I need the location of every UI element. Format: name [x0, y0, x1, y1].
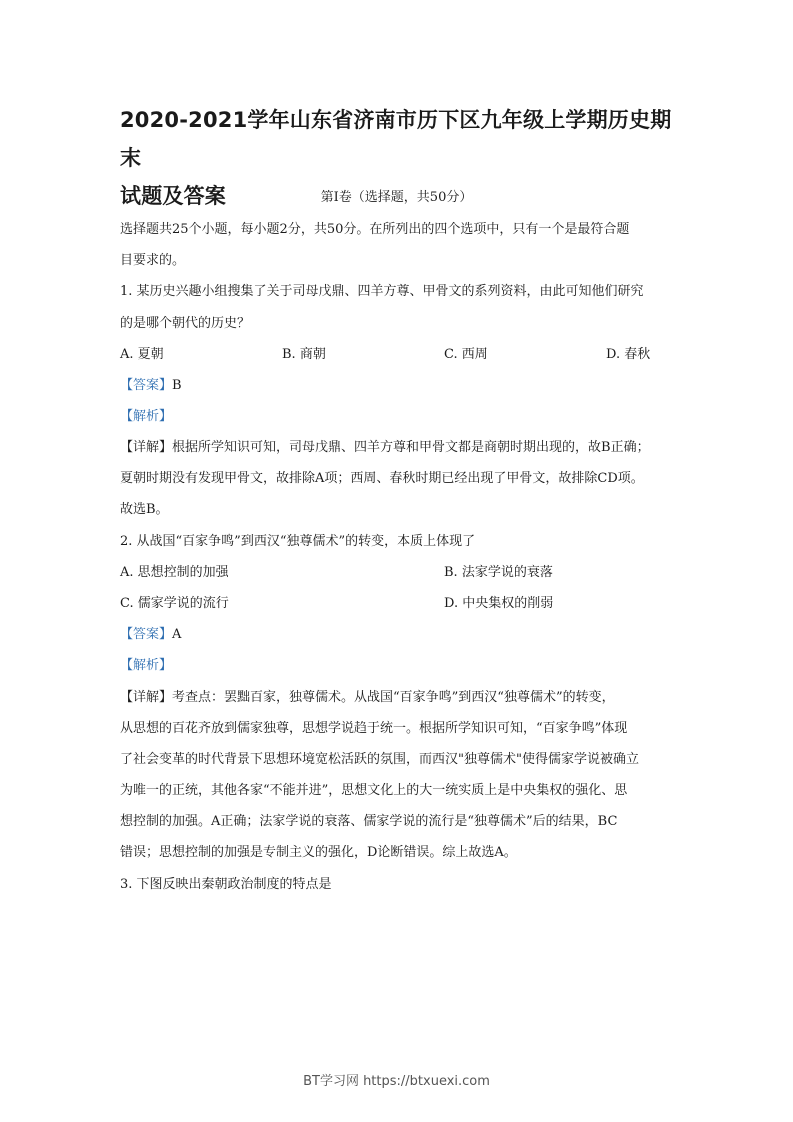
- instructions-line-1: 选择题共25个小题，每小题2分，共50分。在所列出的四个选项中，只有一个是最符合题: [120, 222, 630, 237]
- q2-option-d: D. 中央集权的削弱: [444, 596, 554, 611]
- q1-detail-line-1: [120, 436, 650, 455]
- detail-text: 考查点：罢黜百家，独尊儒术。从战国“百家争鸣”到西汉“独尊儒术”的转变，: [172, 690, 615, 705]
- q2-analysis: [120, 654, 172, 673]
- analysis-tag: 【解析】: [120, 658, 173, 673]
- q1-detail-line-2: 夏朝时期没有发现甲骨文，故排除A项；西周、春秋时期已经出现了甲骨文，故排除CD项。: [120, 471, 644, 486]
- analysis-tag: 【解析】: [120, 409, 173, 424]
- q1-stem-line-1: 1. 某历史兴趣小组搜集了关于司母戊鼎、四羊方尊、甲骨文的系列资料，由此可知他们研究: [120, 284, 644, 299]
- answer-tag: 【答案】: [120, 627, 173, 642]
- title-line-2: 试题及答案: [120, 184, 226, 208]
- q2-option-c: C. 儒家学说的流行: [120, 596, 229, 611]
- detail-text: 根据所学知识可知，司母戊鼎、四羊方尊和甲骨文都是商朝时期出现的，故B正确；: [172, 440, 650, 455]
- q2-option-a: A. 思想控制的加强: [120, 565, 229, 580]
- q2-detail-line-3: 了社会变革的时代背景下思想环境宽松活跃的氛围，而西汉"独尊儒术"使得儒家学说被确立: [120, 752, 639, 767]
- detail-tag: 【详解】: [120, 440, 173, 455]
- q1-option-d: D. 春秋: [606, 347, 651, 362]
- answer-value: A: [172, 627, 182, 642]
- q2-answer: [120, 623, 181, 642]
- detail-tag: 【详解】: [120, 690, 173, 705]
- q1-answer: [120, 374, 182, 393]
- q2-detail-line-5: 想控制的加强。A正确；法家学说的衰落、儒家学说的流行是“独尊儒术”后的结果，BC: [120, 814, 618, 829]
- q3-stem-line-1: 3. 下图反映出秦朝政治制度的特点是: [120, 877, 332, 892]
- title-line-1: 2020-2021学年山东省济南市历下区九年级上学期历史期末: [120, 108, 672, 170]
- q2-option-b: B. 法家学说的衰落: [444, 565, 553, 580]
- q2-detail-line-4: 为唯一的正统，其他各家“不能并进”，思想文化上的大一统实质上是中央集权的强化、思: [120, 783, 628, 798]
- q2-detail-line-6: 错误；思想控制的加强是专制主义的强化，D论断错误。综上故选A。: [120, 845, 517, 860]
- q1-option-a: A. 夏朝: [120, 347, 164, 362]
- q2-detail-line-2: 从思想的百花齐放到儒家独尊，思想学说趋于统一。根据所学知识可知，“百家争鸣”体现: [120, 721, 628, 736]
- q1-option-b: B. 商朝: [282, 347, 326, 362]
- q1-stem-line-2: 的是哪个朝代的历史？: [120, 316, 251, 331]
- q2-stem-line-1: 2. 从战国“百家争鸣”到西汉“独尊儒术”的转变，本质上体现了: [120, 534, 476, 549]
- q2-detail-line-1: [120, 686, 615, 705]
- q1-analysis: [120, 405, 172, 424]
- section-heading: 第Ⅰ卷（选择题，共50分）: [320, 190, 473, 205]
- instructions-line-2: 目要求的。: [120, 253, 186, 268]
- answer-value: B: [172, 378, 182, 393]
- q1-option-c: C. 西周: [444, 347, 488, 362]
- q1-detail-line-3: 故选B。: [120, 502, 169, 517]
- answer-tag: 【答案】: [120, 378, 173, 393]
- footer-watermark: BT学习网 https://btxuexi.com: [303, 1074, 490, 1089]
